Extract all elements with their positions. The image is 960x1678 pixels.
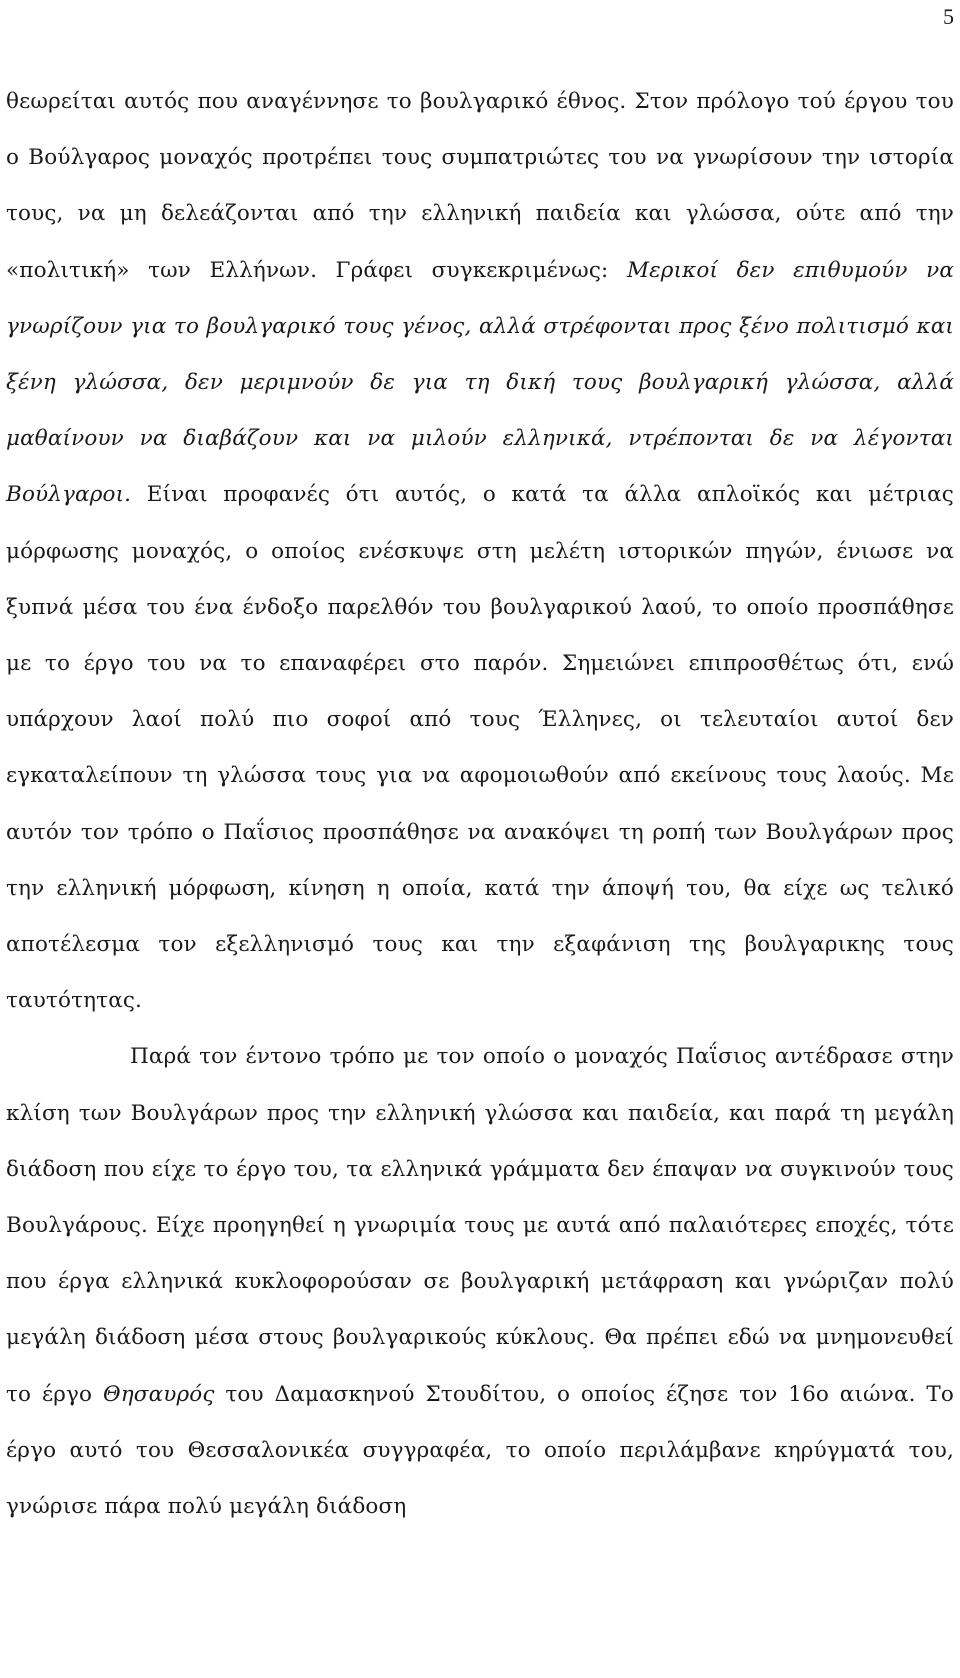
page-number: 5 <box>943 4 954 29</box>
paragraph-2 <box>6 1029 954 1535</box>
paragraph-2-text-start: Παρά τον έντονο τρόπο με τον οποίο ο μοναχός Παΐσιος αντέδρασε στην κλίση των Βουλγάρων προς την ελληνική γλώσσα και παιδεία, και παρά τη μεγάλη διάδοση που είχε το έργο του, τα ελληνικά γράμματα δεν έπαψαν να συγκινούν τους Βουλγάρους. Είχε προηγηθεί η γνωριμία τους με αυτά από παλαιότερες εποχές, τότε που έργα ελληνικά κυκλοφορούσαν σε βουλγαρική μετάφραση και γνώριζαν πολύ μεγάλη διάδοση μέσα στους βουλγαρικούς κύκλους. Θα πρέπει εδώ να μνημονευθεί το έργο <box>6 1044 954 1407</box>
paragraph-2-text-end: του Δαμασκηνού Στουδίτου, ο οποίος έζησε τον 16ο αιώνα. Το έργο αυτό του Θεσσαλονικέα συγγραφέα, το οποίο περιλάμβανε κηρύγματά του, γνώρισε πάρα πολύ μεγάλη διάδοση <box>6 1381 954 1520</box>
paragraph-1-quote: Μερικοί δεν επιθυμούν να γνωρίζουν για το βουλγαρικό τους γένος, αλλά στρέφονται προς ξένο πολιτισμό και ξένη γλώσσα, δεν μεριμνούν δε για τη δική τους βουλγαρική γλώσσα, αλλά μαθαίνουν να διαβάζουν και να μιλούν ελληνικά, ντρέπονται δε να λέγονται Βούλγαροι. <box>6 257 954 508</box>
paragraph-1 <box>6 74 954 1029</box>
paragraph-1-text-start: θεωρείται αυτός που αναγέννησε το βουλγαρικό έθνος. Στον πρόλογο τού έργου του ο Βούλγαρος μοναχός προτρέπει τους συμπατριώτες του να γνωρίσουν την ιστορία τους, να μη δελεάζονται από την ελληνική παιδεία και γλώσσα, ούτε από την «πολιτική» των Ελλήνων. Γράφει συγκεκριμένως: <box>6 89 954 283</box>
body-text <box>6 74 954 1535</box>
paragraph-1-text-end: Είναι προφανές ότι αυτός, ο κατά τα άλλα απλοϊκός και μέτριας μόρφωσης μοναχός, ο οποίος ενέσκυψε στη μελέτη ιστορικών πηγών, ένιωσε να ξυπνά μέσα του ένα ένδοξο παρελθόν του βουλγαρικού λαού, το οποίο προσπάθησε με το έργο του να το επαναφέρει στο παρόν. Σημειώνει επιπροσθέτως ότι, ενώ υπάρχουν λαοί πολύ πιο σοφοί από τους Έλληνες, οι τελευταίοι αυτοί δεν εγκαταλείπουν τη γλώσσα τους για να αφομοιωθούν από εκείνους τους λαούς. Με αυτόν τον τρόπο ο Παΐσιος προσπάθησε να ανακόψει τη ροπή των Βουλγάρων προς την ελληνική μόρφωση, κίνηση η οποία, κατά την άποψή του, θα είχε ως τελικό αποτέλεσμα τον εξελληνισμό τους και την εξαφάνιση της βουλγαρικης τους ταυτότητας. <box>6 482 954 1014</box>
paragraph-2-book-title: Θησαυρός <box>102 1381 215 1407</box>
